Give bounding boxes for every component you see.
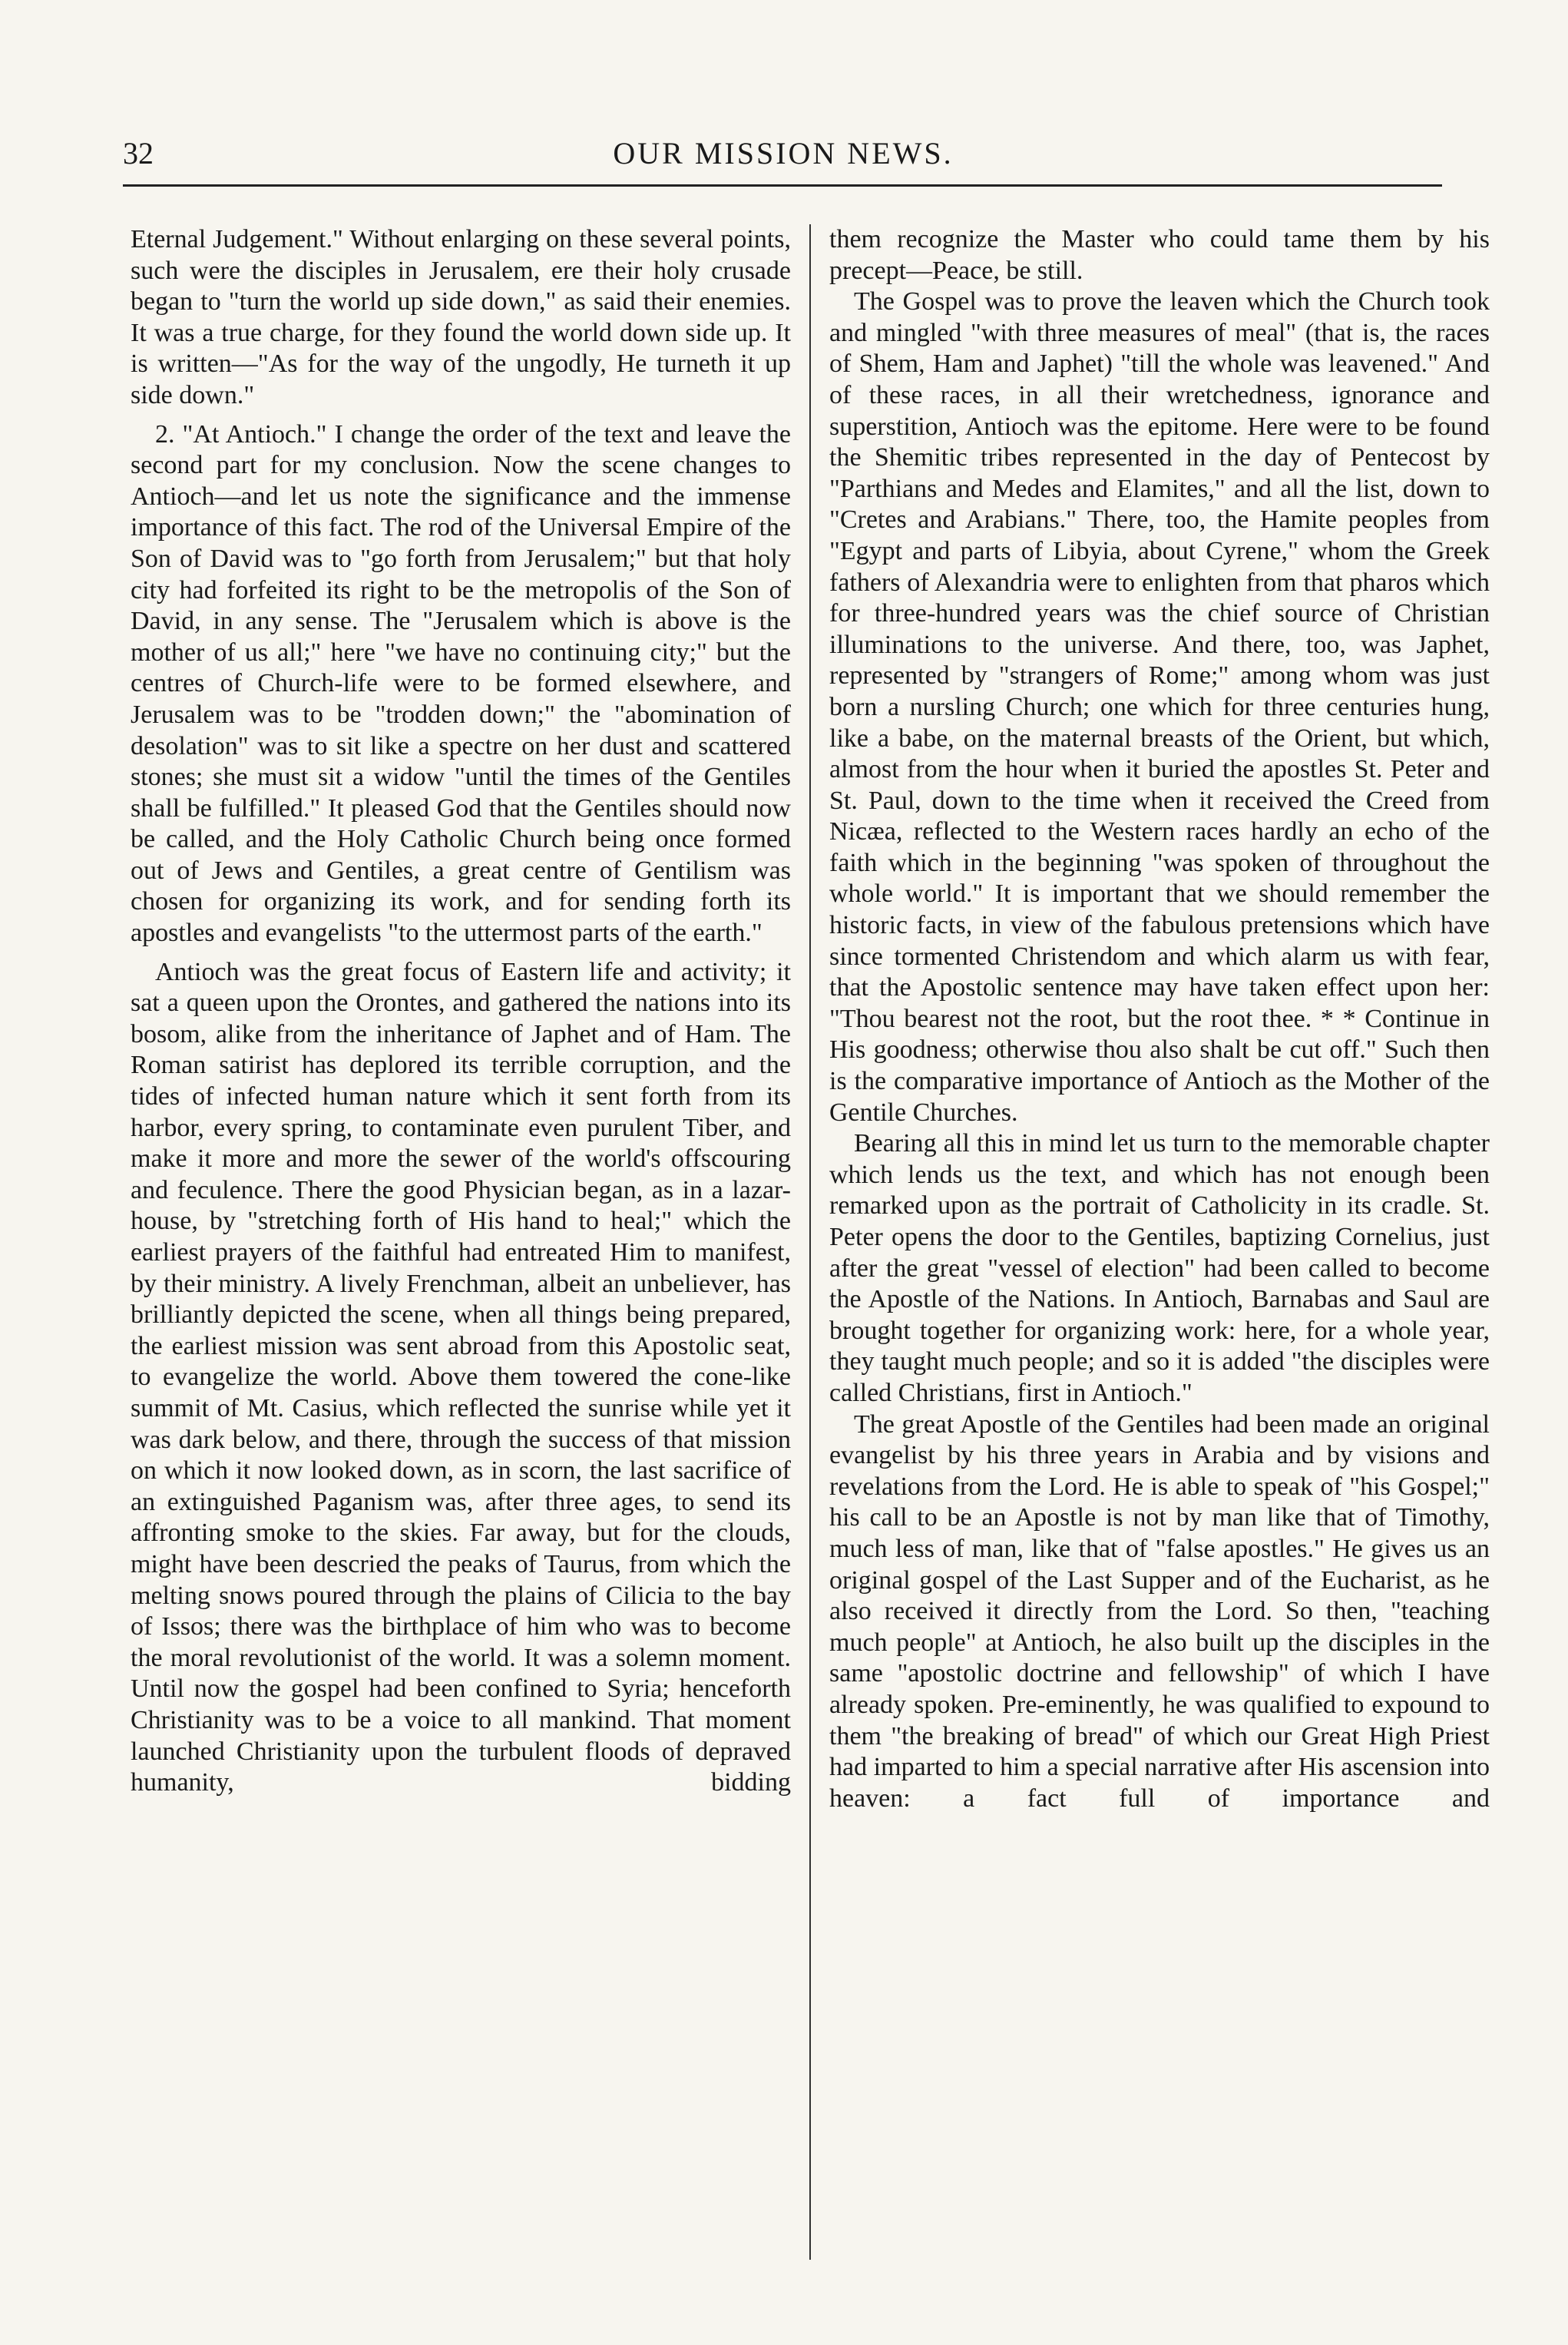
paragraph: 2. "At Antioch." I change the order of the text and leave the second part for my conclusion. Now the scene changes to Antioch—and let us note the significance and the immense importance of this fact. The rod of the Universal Empire of the Son of David was to "go forth from Jerusalem;" but that holy city had forfeited its right to be the metropolis of the Son of David, in any sense. The "Jerusalem which is above is the mother of us all;" here "we have no continuing city;" but the centres of Church-life were to be formed elsewhere, and Jerusalem was to be "trodden down;" the "abomination of desolation" was to sit like a spectre on her dust and scattered stones; she must sit a widow "until the times of the Gentiles shall be fulfilled." It pleased God that the Gentiles should now be called, and the Holy Catholic Church being once formed out of Jews and Gentiles, a great centre of Gentilism was chosen for organizing its work, and for sending forth its apostles and evangelists "to the uttermost parts of the earth."	[131, 419, 791, 948]
paragraph: The great Apostle of the Gentiles had been made an original evangelist by his three years in Arabia and by visions and revelations from the Lord. He is able to speak of "his Gospel;" his call to be an Apostle is not by man like that of Timothy, much less of man, like that of "false apostles." He gives us an original gospel of the Last Supper and of the Eucharist, as he also received it directly from the Lord. So then, "teaching much people" at Antioch, he also built up the disciples in the same "apostolic doctrine and fellowship" of which I have already spoken. Pre-eminently, he was qualified to expound to them "the breaking of bread" of which our Great High Priest had imparted to him a special narrative after His ascension into heaven: a fact full of importance and	[829, 1409, 1490, 1813]
running-title: OUR MISSION NEWS.	[613, 136, 954, 171]
page-number: 32	[123, 136, 154, 171]
paragraph: Bearing all this in mind let us turn to the memorable chapter which lends us the text, and which has not enough been remarked upon as the portrait of Catholicity in its cradle. St. Peter opens the door to the Gentiles, baptizing Cornelius, just after the great "vessel of election" had been called to become the Apostle of the Nations. In Antioch, Barnabas and Saul are brought together for organizing work: here, for a whole year, they taught much people; and so it is added "the disciples were called Christians, first in Antioch."	[829, 1129, 1490, 1407]
left-column	[131, 224, 791, 1799]
header-rule	[123, 184, 1442, 187]
page-header	[123, 135, 1444, 181]
paragraph: Eternal Judgement." Without enlarging on these several points, such were the disciples in Jerusalem, ere their holy crusade began to "turn the world up side down," as said their enemies. It was a true charge, for they found the world down side up. It is written—"As for the way of the ungodly, He turneth it up side down."	[131, 225, 791, 409]
paragraph: The Gospel was to prove the leaven which the Church took and mingled "with three measures of meal" (that is, the races of Shem, Ham and Japhet) "till the whole was leavened." And of these races, in all their wretchedness, ignorance and superstition, Antioch was the epitome. Here were to be found the Shemitic tribes represented in the day of Pentecost by "Parthians and Medes and Elamites," and all the list, down to "Cretes and Arabians." There, too, the Hamite peoples from "Egypt and parts of Libyia, about Cyrene," whom the Greek fathers of Alexandria were to enlighten from that pharos which for three-hundred years was the chief source of Christian illuminations to the universe. And there, too, was Japhet, represented by "strangers of Rome;" among whom was just born a nursling Church; one which for three centuries hung, like a babe, on the maternal breasts of the Orient, but which, almost from the hour when it buried the apostles St. Peter and St. Paul, down to the time when it received the Creed from Nicæa, reflected to the Western races hardly an echo of the faith which in the beginning "was spoken of throughout the whole world." It is important that we should remember the historic facts, in view of the fabulous pretensions which have since tormented Christendom and which alarm us with fear, that the Apostolic sentence may have taken effect upon her: "Thou bearest not the root, but the root thee. * * Continue in His goodness; otherwise thou also shalt be cut off." Such then is the comparative importance of Antioch as the Mother of the Gentile Churches.	[829, 287, 1490, 1127]
paragraph: Antioch was the great focus of Eastern life and activity; it sat a queen upon the Orontes, and gathered the nations into its bosom, alike from the inheritance of Japhet and of Ham. The Roman satirist has deplored its terrible corruption, and the tides of infected human nature which it sent forth from its harbor, every spring, to contaminate even purulent Tiber, and make it more and more the sewer of the world's offscouring and feculence. There the good Physician began, as in a lazar-house, by "stretching forth of His hand to heal;" which the earliest prayers of the faithful had entreated Him to manifest, by their ministry. A lively Frenchman, albeit an unbeliever, has brilliantly depicted the scene, when all things being prepared, the earliest mission was sent abroad from this Apostolic seat, to evangelize the world. Above them towered the cone-like summit of Mt. Casius, which reflected the sunrise while yet it was dark below, and there, through the success of that mission on which it now looked down, as in scorn, the last sacrifice of an extinguished Paganism was, after three ages, to send its affronting smoke to the skies. Far away, but for the clouds, might have been descried the peaks of Taurus, from which the melting snows poured through the plains of Cilicia to the bay of Issos; there was the birthplace of him who was to become the moral revolutionist of the world. It was a solemn moment. Until now the gospel had been confined to Syria; henceforth Christianity was to be a voice to all mankind. That moment launched Christianity upon the turbulent floods of depraved humanity, bidding	[131, 957, 791, 1797]
paragraph: them recognize the Master who could tame them by his precept—Peace, be still.	[829, 225, 1490, 285]
right-column	[829, 224, 1490, 1814]
column-divider	[809, 224, 811, 2260]
